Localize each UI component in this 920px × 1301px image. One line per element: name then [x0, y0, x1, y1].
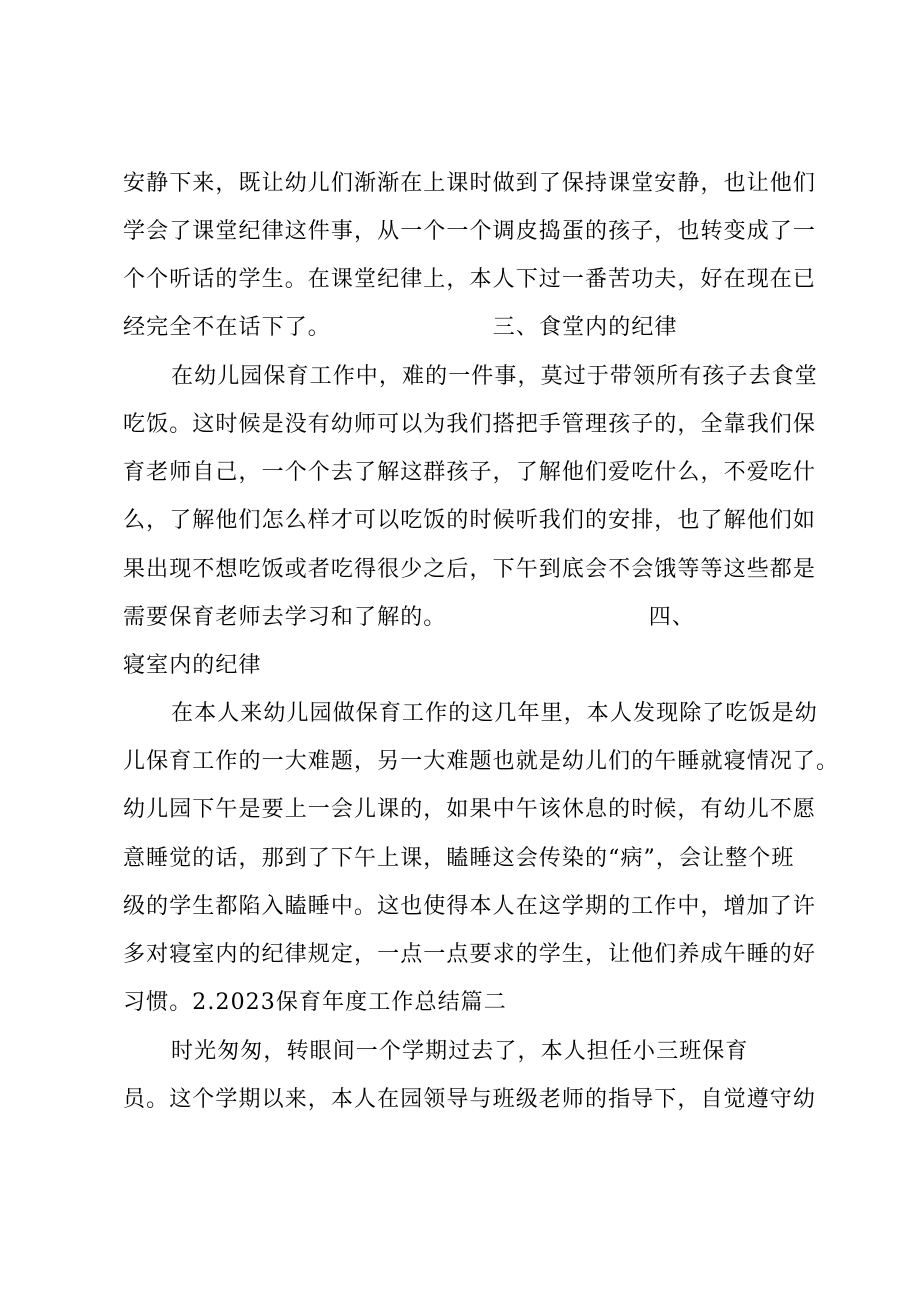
text-line: 意睡觉的话，那到了下午上课，瞌睡这会传染的“病”，会让整个班: [123, 846, 795, 871]
text-line: 果出现不想吃饭或者吃得很少之后，下午到底会不会饿等等这些都是: [123, 557, 817, 582]
text-line: 多对寝室内的纪律规定，一点一点要求的学生，让他们养成午睡的好: [123, 942, 817, 967]
section-heading: 寝室内的纪律: [123, 653, 262, 678]
paragraph-first-line: 在幼儿园保育工作中，难的一件事，莫过于带领所有孩子去食堂: [171, 364, 818, 389]
text-line: 级的学生都陷入瞌睡中。这也使得本人在这学期的工作中，增加了许: [123, 894, 817, 919]
text-line: 学会了课堂纪律这件事，从一个一个调皮捣蛋的孩子，也转变成了一: [123, 219, 817, 244]
text-line: 吃饭。这时候是没有幼师可以为我们搭把手管理孩子的，全靠我们保: [123, 412, 817, 437]
paragraph-first-line: 时光匆匆，转眼间一个学期过去了，本人担任小三班保育: [171, 1039, 749, 1064]
paragraph-first-line: 在本人来幼儿园做保育工作的这几年里，本人发现除了吃饭是幼: [171, 701, 818, 726]
text-line: 员。这个学期以来，本人在园领导与班级老师的指导下，自觉遵守幼: [123, 1087, 817, 1112]
text-line: 么，了解他们怎么样才可以吃饭的时候听我们的安排，也了解他们如: [123, 508, 817, 533]
text-line: 育老师自己，一个个去了解这群孩子，了解他们爱吃什么，不爱吃什: [123, 460, 817, 485]
text-line: 安静下来，既让幼儿们渐渐在上课时做到了保持课堂安静，也让他们: [123, 171, 817, 196]
text-line: 个个听话的学生。在课堂纪律上，本人下过一番苦功夫，好在现在已: [123, 267, 817, 292]
text-line-with-title: 习惯。2.2023保育年度工作总结篇二: [123, 990, 507, 1015]
text-line-with-section-heading: 经完全不在话下了。 三、食堂内的纪律: [123, 315, 678, 340]
text-line-with-section-number: 需要保育老师去学习和了解的。 四、: [123, 605, 695, 630]
text-line: 幼儿园下午是要上一会儿课的，如果中午该休息的时候，有幼儿不愿: [123, 797, 817, 822]
text-line: 儿保育工作的一大难题，另一大难题也就是幼儿们的午睡就寝情况了。: [123, 749, 840, 774]
